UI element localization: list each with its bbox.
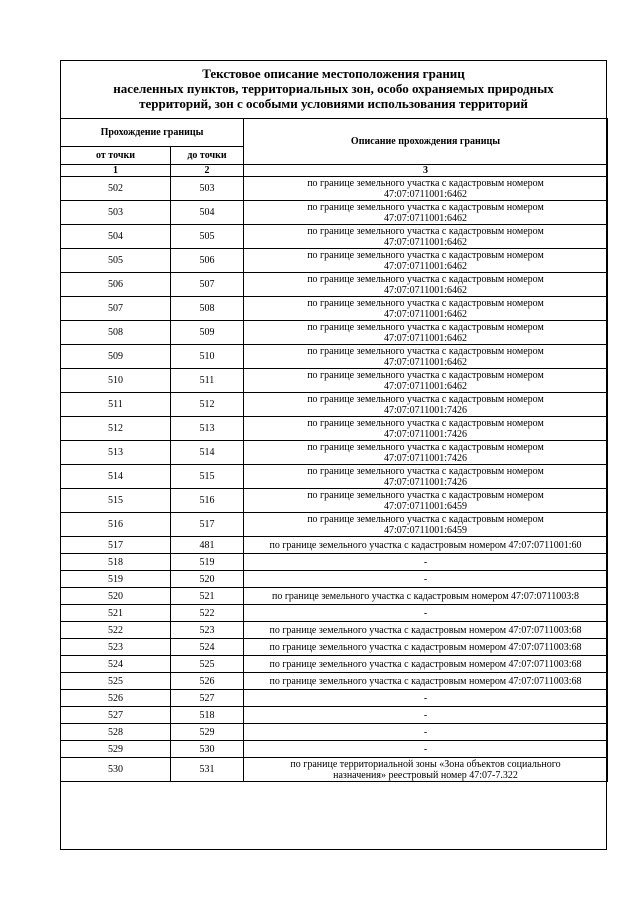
description-line: - — [423, 743, 428, 755]
cell-description — [244, 489, 608, 513]
cell-to-point: 513 — [171, 417, 244, 441]
cell-description — [244, 554, 608, 571]
cell-description — [244, 639, 608, 656]
table-row — [61, 707, 608, 724]
description-line: по границе земельного участка с кадастровым номером — [307, 441, 544, 453]
table-row — [61, 537, 608, 554]
description-line: по границе земельного участка с кадастровым номером — [307, 417, 544, 429]
header-passage: Прохождение границы — [61, 119, 244, 147]
description-line: по границе земельного участка с кадастровым номером — [307, 177, 544, 189]
cell-from-point: 509 — [61, 345, 171, 369]
description-line: по границе земельного участка с кадастровым номером — [307, 201, 544, 213]
cell-to-point: 523 — [171, 622, 244, 639]
description-line: 47:07:0711001:7426 — [384, 428, 467, 440]
description-line: по границе земельного участка с кадастровым номером — [307, 465, 544, 477]
cell-from-point: 507 — [61, 297, 171, 321]
description-line: 47:07:0711001:7426 — [384, 404, 467, 416]
cell-description — [244, 622, 608, 639]
header-description: Описание прохождения границы — [244, 119, 608, 165]
title-line: населенных пунктов, территориальных зон, особо охраняемых природных — [113, 81, 554, 96]
cell-from-point: 516 — [61, 513, 171, 537]
title-line: Текстовое описание местоположения границ — [202, 66, 465, 81]
description-line: - — [423, 692, 428, 704]
description-line: по границе земельного участка с кадастровым номером — [307, 345, 544, 357]
cell-from-point: 502 — [61, 177, 171, 201]
cell-to-point: 512 — [171, 393, 244, 417]
table-row — [61, 656, 608, 673]
cell-to-point: 524 — [171, 639, 244, 656]
table-row — [61, 690, 608, 707]
cell-from-point: 506 — [61, 273, 171, 297]
description-line: по границе земельного участка с кадастровым номером — [307, 489, 544, 501]
cell-from-point: 523 — [61, 639, 171, 656]
cell-to-point: 511 — [171, 369, 244, 393]
cell-from-point: 505 — [61, 249, 171, 273]
document-title — [60, 60, 607, 118]
cell-description — [244, 724, 608, 741]
description-line: по границе земельного участка с кадастровым номером — [307, 273, 544, 285]
table-row — [61, 225, 608, 249]
cell-to-point: 520 — [171, 571, 244, 588]
cell-to-point: 481 — [171, 537, 244, 554]
description-line: по границе территориальной зоны «Зона объектов социального — [290, 758, 561, 770]
table-row — [61, 639, 608, 656]
cell-to-point: 517 — [171, 513, 244, 537]
description-line: 47:07:0711001:6462 — [384, 332, 467, 344]
table-row — [61, 588, 608, 605]
description-line: 47:07:0711001:6462 — [384, 236, 467, 248]
cell-to-point: 527 — [171, 690, 244, 707]
cell-to-point: 508 — [171, 297, 244, 321]
table-row — [61, 758, 608, 782]
table-row — [61, 393, 608, 417]
description-line: 47:07:0711001:6462 — [384, 260, 467, 272]
description-line: по границе земельного участка с кадастровым номером 47:07:0711003:68 — [269, 658, 582, 670]
description-line: по границе земельного участка с кадастровым номером — [307, 321, 544, 333]
description-line: 47:07:0711001:6462 — [384, 212, 467, 224]
cell-from-point: 528 — [61, 724, 171, 741]
description-line: 47:07:0711001:7426 — [384, 452, 467, 464]
cell-description — [244, 393, 608, 417]
description-line: 47:07:0711001:6462 — [384, 380, 467, 392]
cell-description — [244, 537, 608, 554]
cell-from-point: 510 — [61, 369, 171, 393]
description-line: по границе земельного участка с кадастровым номером 47:07:0711001:60 — [269, 539, 582, 551]
description-line: - — [423, 607, 428, 619]
cell-from-point: 521 — [61, 605, 171, 622]
cell-to-point: 518 — [171, 707, 244, 724]
cell-to-point: 529 — [171, 724, 244, 741]
table-row — [61, 249, 608, 273]
cell-from-point: 520 — [61, 588, 171, 605]
cell-description — [244, 673, 608, 690]
description-line: по границе земельного участка с кадастровым номером 47:07:0711003:68 — [269, 675, 582, 687]
table-row — [61, 571, 608, 588]
cell-to-point: 526 — [171, 673, 244, 690]
cell-from-point: 522 — [61, 622, 171, 639]
cell-description — [244, 690, 608, 707]
cell-description — [244, 513, 608, 537]
table-row — [61, 489, 608, 513]
cell-from-point: 530 — [61, 758, 171, 782]
title-line: территорий, зон с особыми условиями использования территорий — [139, 96, 528, 111]
cell-to-point: 510 — [171, 345, 244, 369]
cell-to-point: 505 — [171, 225, 244, 249]
cell-description — [244, 297, 608, 321]
description-line: - — [423, 726, 428, 738]
description-line: 47:07:0711001:6462 — [384, 188, 467, 200]
description-line: 47:07:0711001:7426 — [384, 476, 467, 488]
description-line: 47:07:0711001:6459 — [384, 524, 467, 536]
description-line: назначения» реестровый номер 47:07-7.322 — [333, 769, 518, 781]
description-line: 47:07:0711001:6459 — [384, 500, 467, 512]
header-col-number: 2 — [171, 165, 244, 177]
description-line: по границе земельного участка с кадастровым номером — [307, 249, 544, 261]
cell-to-point: 504 — [171, 201, 244, 225]
description-line: по границе земельного участка с кадастровым номером — [307, 297, 544, 309]
cell-to-point: 516 — [171, 489, 244, 513]
description-line: по границе земельного участка с кадастровым номером 47:07:0711003:68 — [269, 641, 582, 653]
table-row — [61, 417, 608, 441]
cell-description — [244, 758, 608, 782]
cell-from-point: 512 — [61, 417, 171, 441]
header-col-number: 1 — [61, 165, 171, 177]
table-row — [61, 201, 608, 225]
cell-to-point: 522 — [171, 605, 244, 622]
cell-description — [244, 177, 608, 201]
description-line: по границе земельного участка с кадастровым номером 47:07:0711003:68 — [269, 624, 582, 636]
cell-from-point: 513 — [61, 441, 171, 465]
cell-from-point: 518 — [61, 554, 171, 571]
cell-from-point: 503 — [61, 201, 171, 225]
table-row — [61, 297, 608, 321]
cell-to-point: 503 — [171, 177, 244, 201]
table-row — [61, 673, 608, 690]
table-row — [61, 177, 608, 201]
description-line: по границе земельного участка с кадастровым номером — [307, 513, 544, 525]
cell-description — [244, 741, 608, 758]
description-line: 47:07:0711001:6462 — [384, 284, 467, 296]
description-line: 47:07:0711001:6462 — [384, 356, 467, 368]
cell-to-point: 525 — [171, 656, 244, 673]
cell-description — [244, 571, 608, 588]
cell-from-point: 508 — [61, 321, 171, 345]
cell-to-point: 507 — [171, 273, 244, 297]
cell-to-point: 514 — [171, 441, 244, 465]
cell-from-point: 525 — [61, 673, 171, 690]
cell-description — [244, 321, 608, 345]
cell-from-point: 514 — [61, 465, 171, 489]
table-row — [61, 345, 608, 369]
header-to-point: до точки — [171, 147, 244, 165]
table-row — [61, 605, 608, 622]
cell-to-point: 509 — [171, 321, 244, 345]
table-body — [61, 177, 608, 782]
cell-description — [244, 656, 608, 673]
cell-to-point: 531 — [171, 758, 244, 782]
cell-description — [244, 201, 608, 225]
table-row — [61, 321, 608, 345]
cell-description — [244, 441, 608, 465]
description-line: 47:07:0711001:6462 — [384, 308, 467, 320]
table-row — [61, 465, 608, 489]
description-line: по границе земельного участка с кадастровым номером — [307, 393, 544, 405]
cell-to-point: 530 — [171, 741, 244, 758]
description-line: - — [423, 709, 428, 721]
table-row — [61, 441, 608, 465]
description-line: по границе земельного участка с кадастровым номером — [307, 225, 544, 237]
cell-description — [244, 345, 608, 369]
description-line: по границе земельного участка с кадастровым номером — [307, 369, 544, 381]
cell-from-point: 519 — [61, 571, 171, 588]
table-row — [61, 741, 608, 758]
cell-description — [244, 465, 608, 489]
cell-from-point: 526 — [61, 690, 171, 707]
cell-from-point: 529 — [61, 741, 171, 758]
cell-description — [244, 273, 608, 297]
cell-to-point: 519 — [171, 554, 244, 571]
description-line: - — [423, 573, 428, 585]
boundary-table — [60, 118, 608, 782]
cell-from-point: 524 — [61, 656, 171, 673]
cell-description — [244, 605, 608, 622]
cell-from-point: 504 — [61, 225, 171, 249]
cell-description — [244, 417, 608, 441]
description-line: по границе земельного участка с кадастровым номером 47:07:0711003:8 — [271, 590, 580, 602]
table-row — [61, 724, 608, 741]
table-row — [61, 273, 608, 297]
cell-description — [244, 707, 608, 724]
cell-to-point: 506 — [171, 249, 244, 273]
header-from-point: от точки — [61, 147, 171, 165]
table-row — [61, 513, 608, 537]
table-header — [61, 119, 608, 177]
cell-description — [244, 369, 608, 393]
table-row — [61, 554, 608, 571]
cell-from-point: 515 — [61, 489, 171, 513]
table-row — [61, 622, 608, 639]
cell-from-point: 511 — [61, 393, 171, 417]
cell-description — [244, 249, 608, 273]
table-row — [61, 369, 608, 393]
cell-from-point: 527 — [61, 707, 171, 724]
description-line: - — [423, 556, 428, 568]
cell-to-point: 515 — [171, 465, 244, 489]
header-col-number: 3 — [244, 165, 608, 177]
cell-description — [244, 588, 608, 605]
cell-from-point: 517 — [61, 537, 171, 554]
cell-description — [244, 225, 608, 249]
cell-to-point: 521 — [171, 588, 244, 605]
